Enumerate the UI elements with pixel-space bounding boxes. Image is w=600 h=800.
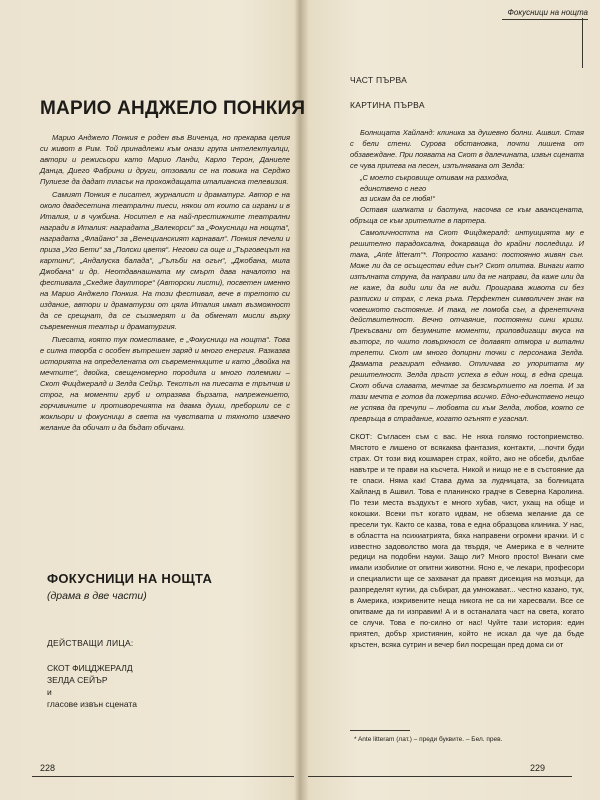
- cast-item: ЗЕЛДА СЕЙЪР: [47, 675, 108, 685]
- page-number-left: 228: [40, 763, 56, 773]
- intro-paragraph: Марио Анджело Понкия е роден във Виченца, но прекарва целия си живот в Рим. Той принадлежи към онази група интелектуалци, автори и режисьори като Марио Ланди, Карло Терон, Даниеле Данца, Диего Фабрини и други, отзовали се на повика на Серджо Пулиезе да дадат тласък на прохождащата италианска телевизия.: [40, 133, 290, 186]
- song-verse-line: „С моето съкровище отивам на разходка,: [360, 172, 509, 182]
- play-subtitle: (драма в две части): [47, 590, 147, 602]
- song-verse-line: единствено с него: [360, 183, 427, 193]
- footer-rule-right: [308, 776, 572, 777]
- footnote-rule: [350, 730, 410, 731]
- intro-paragraph: Пиесата, която тук поместваме, е „Фокусници на нощта“. Това е силна творба с особен вътрешен заряд и много енергия. Разказва историята на определената от съвременниците и като „двойка на мечтите“, двойка, свещеномерно породила и много полемики – Скот Фицджералд и Зелда Сейър. Текстът на пиесата е тръпчив и строг, на моменти груб и отразява бързата, напрежението, горчивините и противоречията на двама души, преборили се с жокльори и фокусници в света на чувствата и тяхното извечно желание да обичат и да бъдат обичани.: [40, 335, 290, 432]
- dialogue-text: Съгласен съм с вас. Не няха голямо гостоприемство. Мястото е лишено от всякаква фантазия, контакти, ...почти буди страх. От този вид кошмарен страх, който, ако не обсеби, дълбае навътре и те прави на късчета. Никой и нищо не е в състояние да те спаси. Няма как! Става дума за лудницата, за болницата Хайланд в Ашвил. Това е планинско градче в Северна Каролина. По тези места въздухът е много хубав, чист, ухащ на обще и кокошки. Всеки път когато идвам, не обземa желание да се пресели тук. Както се казва, това е една образцова клиника. У нас, в областта на психиатрията, бяха направени огромни крачки. И с известно задоволство мога да твърдя, че Америка е в челните редици на подобни науки. Защо ли? Много просто! Винаги сме имали изобилие от опитни животни. Ясно е, че лекари, професори и специалисти ще се захванат да правят дисекция на мозъци, да разпределят кутии, да събират, да умножават... честно казано, тук, в Америка, изкривените неща никога не са ни харесвали. Все се опитваме да ги изправим! А и в останалата част на света, когато се случи. Това е по-силно от нас! Чуйте тази история: един приятел, добър християнин, който не искал да чуе да бъде кръстен, всяка сутрин и вечер бил посрещан пред дома си от: [350, 432, 584, 649]
- stage-direction: Болницата Хайланд: клиника за душевно болни. Ашвил. Стая с бели стени. Сурова обстановка, почти лишена от обзавеждане. При появата на Скот в далечината, извън сцената се чува припева на песен, изпълнявана от Зелда:: [350, 128, 584, 170]
- play-text: [350, 128, 584, 652]
- page-number-right: 229: [530, 763, 546, 773]
- character-note: Самоличността на Скот Фицджералд: интуицията му е решително парадоксална, докарваща до крайни последици. И така, „Ante litteram“*. Попросто казано: постоянно живян сън. Може ли да се осъществи един сън? Скот опитва. Винаги като изпълната струна, да направи или да не направи, да каже или да не каже, да види или да не види. Проиграва живота си без разписки и страх, с лека ръка. Перфектен символичен знак на човешкото състояние. И така, не помоба сън, а френетична действителност. Вечно отчаяние, постоянни сини кризи. Прекъсвани от безумните моменти, приповдигащи вкуса на възторг, по чиито повърхност се долавят отмора и витални трепети. Скот им много допирни точки с персонажа Зелда. Двамата реагират еднакво. Отличава го упоритата му решителност. Зелда пръст успеха в един нощ, в една среща. Скот обича славата, мечтае за безсмъртието на поета. И за тази мечта е готов да пожертва всичко. Едно-единствено нещо не успява да пречупи – любовта си към Зелда, любов, която се превръща в страдание, когато огънят е угаснал.: [350, 228, 584, 423]
- scene-heading: КАРТИНА ПЪРВА: [350, 100, 425, 110]
- header-rule-tick: [582, 18, 583, 68]
- intro-text: [40, 132, 290, 435]
- footer-rule-left: [32, 776, 294, 777]
- cast-list: [47, 662, 287, 710]
- dialogue: [350, 432, 584, 650]
- author-title: МАРИО АНДЖЕЛО ПОНКИЯ: [40, 98, 306, 119]
- right-page: [302, 0, 600, 800]
- intro-paragraph: Самият Понкия е писател, журналист и драматург. Автор е на около двадесетина театрални пиеси, някои от които са играни и в Италия, и в чужбина. Носител е на най-престижните театрални награди в Италия: наградата „Валекорси“ за „Фокусници на нощта“, наградата „Флайано“ за „Венецианският карнавал“. Понкия печели и призa „Уго Бети“ за „Полски цветя“. Негови са още и „Търговецът на картини“, „Андалуска балада“, „Гълъби на огън“, „Джобана, мила Джобана“ и др. Неотдавнашната му смърт дава началото на фестивала „Скедже даутторе“ (Авторски листи), посветен именно на Марио Анджело Понкия. На този фестивал, вече в третото си издание, автори и драматурзи от цяла Италия имат възможност да се срещнат, да се съизмерят и да обменят мисли върху съвременния театър и драматургия.: [40, 190, 290, 331]
- act-heading: ЧАСТ ПЪРВА: [350, 75, 408, 85]
- cast-heading: ДЕЙСТВАЩИ ЛИЦА:: [47, 638, 134, 648]
- cast-item: СКОТ ФИЦДЖЕРАЛД: [47, 663, 133, 673]
- stage-direction: Оставя шапката и бастуна, насочва се към авансцената, обръща се към зрителите в партера.: [350, 205, 584, 226]
- song-verse-line: аз искам да се любя!“: [360, 194, 435, 204]
- speaker-name: СКОТ:: [350, 432, 373, 442]
- cast-item: гласове извън сцената: [47, 699, 137, 709]
- cast-item: и: [47, 687, 52, 697]
- footnote: * Ante litteram (лат.) – преди буквите. – Бел. прев.: [354, 736, 503, 743]
- play-title: ФОКУСНИЦИ НА НОЩТА: [47, 571, 213, 586]
- running-head: Фокусници на нощта: [502, 8, 588, 20]
